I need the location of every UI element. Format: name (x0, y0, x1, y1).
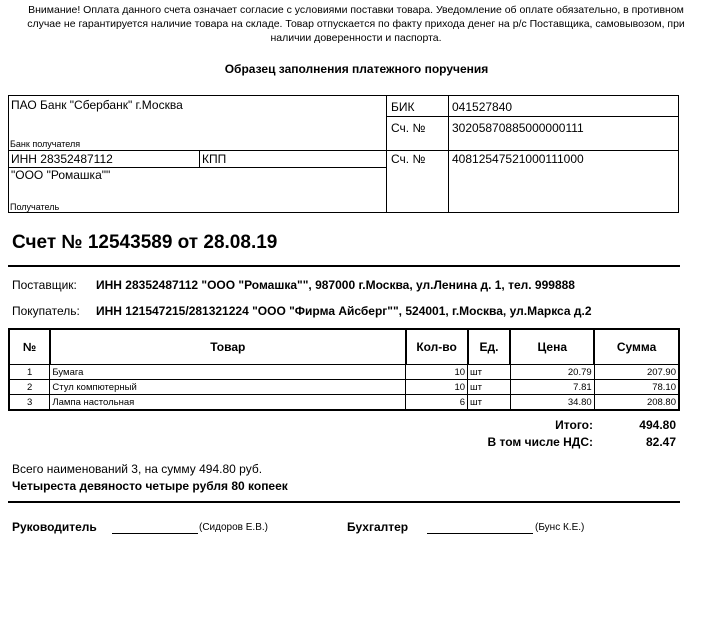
bank-details-box (8, 95, 679, 213)
cell-unit: шт (468, 365, 511, 380)
cell-qty: 10 (406, 365, 468, 380)
account-label: Сч. № (391, 152, 426, 166)
bank-box-rule (386, 116, 678, 117)
amount-in-words: Четыреста девяносто четыре рубля 80 копеек (12, 479, 288, 493)
director-signature-line (112, 533, 198, 534)
table-header-row (9, 329, 679, 365)
bank-caption: Банк получателя (10, 139, 81, 149)
accountant-name: (Бунс К.Е.) (535, 522, 585, 533)
cell-unit: шт (468, 380, 511, 395)
payment-notice: Внимание! Оплата данного счета означает согласие с условиями поставки товара. Уведомление об оплате обязательно, в противном случае не гарантируется наличие товара на складе. Товар отпускается по факту прихода денег на р/с Поставщика, самовывозом, при наличии доверенности и паспорта. (27, 4, 685, 44)
col-header-unit: Ед. (468, 329, 511, 365)
cell-price: 20.79 (510, 365, 594, 380)
invoice-title: Счет № 12543589 от 28.08.19 (12, 232, 278, 253)
recipient-name: "ООО "Ромашка"" (11, 168, 111, 182)
items-summary: Всего наименований 3, на сумму 494.80 руб. (12, 462, 263, 476)
bank-box-divider (448, 96, 449, 212)
director-name: (Сидоров Е.В.) (199, 522, 268, 533)
buyer-label: Покупатель: (12, 304, 80, 318)
cell-item: Лампа настольная (50, 395, 406, 411)
total-label: Итого: (555, 418, 593, 432)
cell-price: 34.80 (510, 395, 594, 411)
accountant-label: Бухгалтер (347, 520, 409, 534)
corr-account-label: Сч. № (391, 121, 426, 135)
cell-num: 2 (9, 380, 50, 395)
cell-num: 3 (9, 395, 50, 411)
inn-kpp-divider (199, 151, 200, 167)
table-row (9, 380, 679, 395)
cell-item: Бумага (50, 365, 406, 380)
col-header-sum: Сумма (594, 329, 679, 365)
recipient-inn: ИНН 28352487112 (11, 152, 113, 166)
cell-price: 7.81 (510, 380, 594, 395)
vat-label: В том числе НДС: (487, 435, 593, 449)
col-header-num: № (9, 329, 50, 365)
corr-account-value: 30205870885000000111 (452, 121, 584, 135)
kpp-label: КПП (202, 152, 227, 166)
bank-name: ПАО Банк "Сбербанк" г.Москва (11, 98, 183, 112)
col-header-price: Цена (510, 329, 594, 365)
goods-table (8, 328, 680, 411)
bank-box-rule (9, 150, 678, 151)
supplier-label: Поставщик: (12, 278, 77, 292)
bik-value: 041527840 (452, 100, 513, 114)
divider (8, 265, 680, 267)
sample-title: Образец заполнения платежного поручения (224, 62, 489, 76)
buyer-value: ИНН 121547215/281321224 "ООО "Фирма Айсберг"", 524001, г.Москва, ул.Маркса д.2 (96, 304, 592, 318)
vat-value: 82.47 (645, 435, 676, 449)
recipient-caption: Получатель (10, 202, 60, 212)
cell-num: 1 (9, 365, 50, 380)
table-row (9, 365, 679, 380)
supplier-value: ИНН 28352487112 "ООО "Ромашка"", 987000 г.Москва, ул.Ленина д. 1, тел. 999888 (96, 278, 575, 292)
cell-sum: 78.10 (594, 380, 679, 395)
bank-box-divider (386, 96, 387, 212)
col-header-qty: Кол-во (406, 329, 468, 365)
cell-sum: 207.90 (594, 365, 679, 380)
total-value: 494.80 (639, 418, 676, 432)
cell-sum: 208.80 (594, 395, 679, 411)
cell-qty: 6 (406, 395, 468, 411)
table-row (9, 395, 679, 411)
divider (8, 501, 680, 503)
director-label: Руководитель (12, 520, 97, 534)
cell-unit: шт (468, 395, 511, 411)
accountant-signature-line (427, 533, 533, 534)
cell-item: Стул компютерный (50, 380, 406, 395)
bik-label: БИК (391, 100, 415, 114)
col-header-item: Товар (50, 329, 406, 365)
cell-qty: 10 (406, 380, 468, 395)
account-value: 40812547521000111000 (452, 152, 584, 166)
